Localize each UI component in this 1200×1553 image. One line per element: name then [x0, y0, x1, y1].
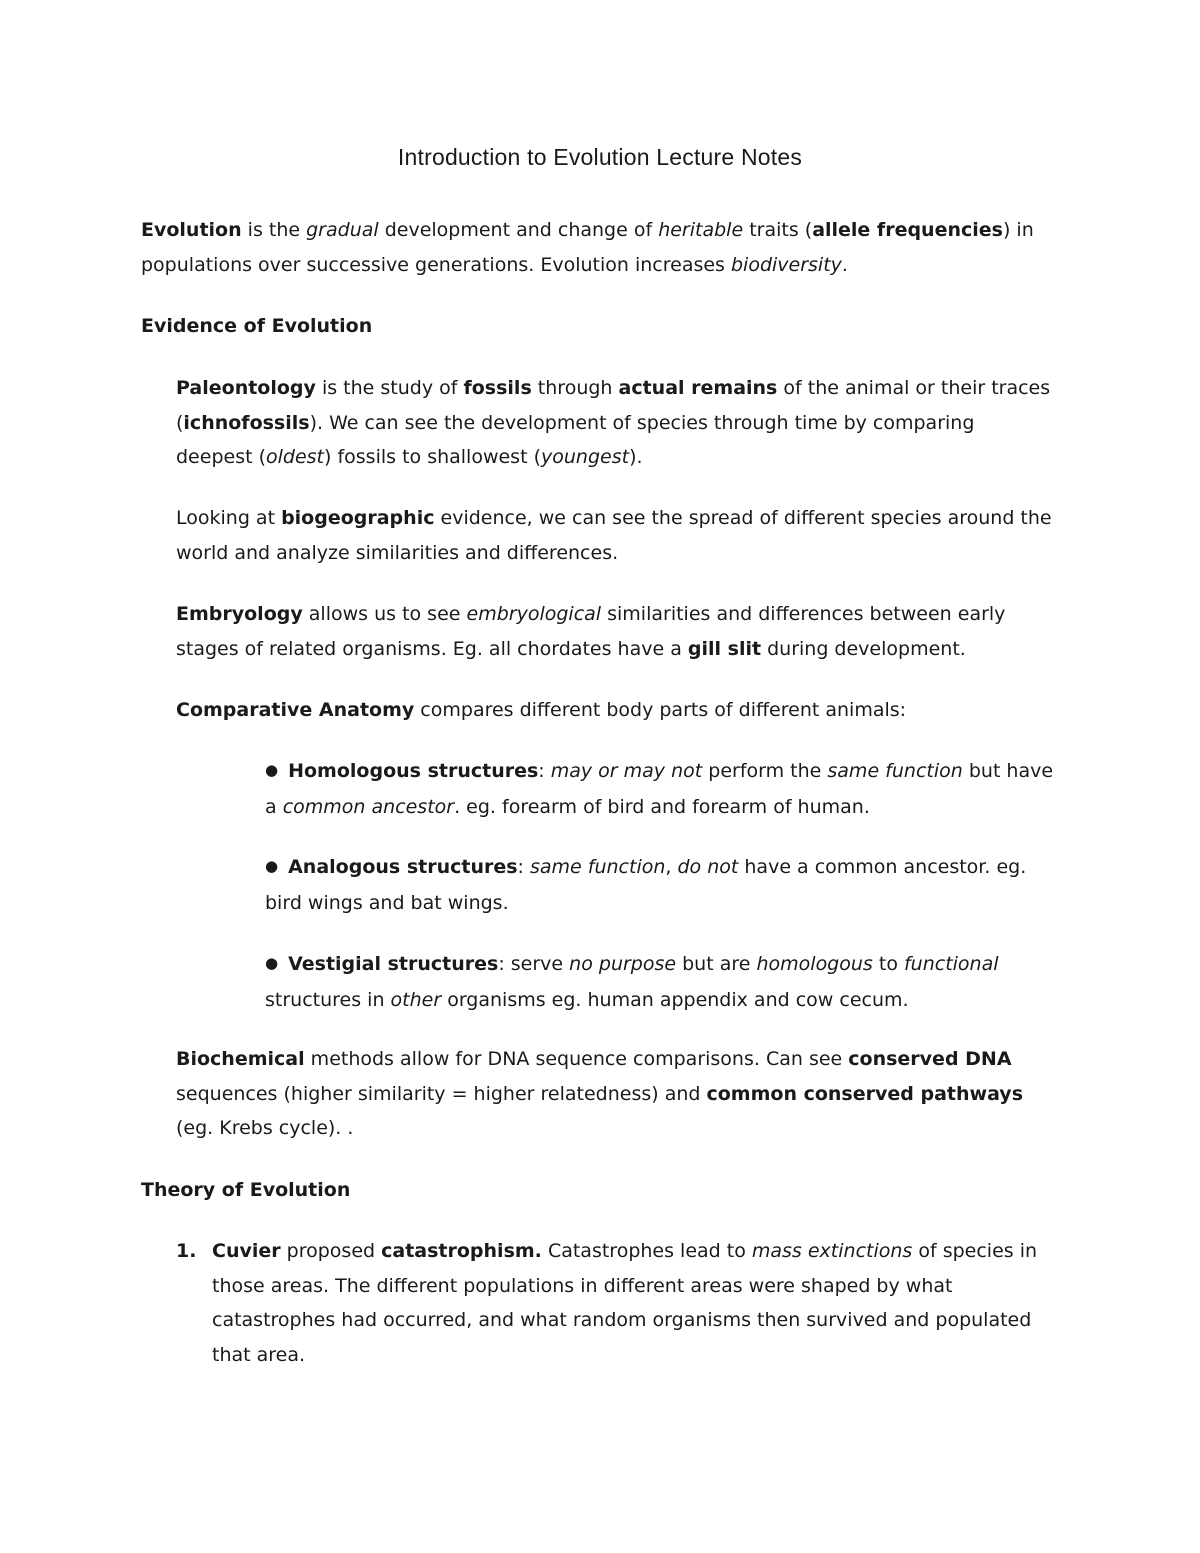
- text-run: embryological: [466, 603, 602, 625]
- text-run: ichnofossils: [183, 411, 310, 434]
- text-run: during development.: [761, 637, 966, 660]
- text-run: development and change of: [378, 219, 659, 241]
- text-run: mass extinctions: [751, 1240, 913, 1262]
- text-run: actual remains: [618, 377, 778, 399]
- bullet-text: [265, 953, 999, 1011]
- text-run: :: [517, 856, 530, 878]
- text-run: Comparative Anatomy: [176, 699, 415, 721]
- text-run: may or may not: [550, 760, 703, 782]
- cuvier-paragraph: [212, 1234, 1072, 1372]
- text-run: ). We can see the development of species through time by comparing deepest (: [176, 411, 975, 468]
- bullet-icon: ●: [265, 857, 279, 875]
- text-run: compares different body parts of different animals:: [414, 699, 907, 721]
- text-run: to: [872, 953, 904, 975]
- text-run: of species in those areas. The different populations in different areas were shaped by what catastrophes had occurred, and what random organisms then survived and populated that area.: [212, 1240, 1038, 1366]
- text-run: Catastrophes lead to: [541, 1240, 752, 1262]
- biochemical-paragraph: [176, 1042, 1066, 1146]
- text-run: ,: [665, 856, 678, 878]
- text-run: ).: [629, 446, 643, 468]
- text-run: but are: [676, 953, 757, 975]
- bullet-analogous: [265, 850, 1060, 920]
- text-run: gill slit: [687, 637, 762, 660]
- text-run: same function: [827, 760, 963, 782]
- text-run: common conserved pathways: [706, 1082, 1023, 1105]
- heading-evidence-of-evolution: Evidence of Evolution: [141, 315, 373, 337]
- page-title: Introduction to Evolution Lecture Notes: [397, 144, 803, 170]
- list-number: 1.: [176, 1240, 197, 1262]
- text-run: sequences (higher similarity = higher relatedness) and: [176, 1082, 707, 1105]
- text-run: fossils: [463, 377, 532, 399]
- text-run: biogeographic: [281, 507, 435, 529]
- text-run: allele frequencies: [812, 219, 1003, 241]
- bullet-homologous: [265, 754, 1055, 824]
- bullet-vestigial: [265, 947, 1055, 1017]
- heading-theory-of-evolution: Theory of Evolution: [141, 1179, 351, 1201]
- text-run: other: [390, 988, 442, 1011]
- text-run: youngest: [541, 446, 630, 468]
- text-run: is the study of: [315, 377, 464, 399]
- text-run: structures in: [265, 988, 391, 1011]
- comparative-anatomy-paragraph: [176, 693, 1056, 728]
- text-run: have a common ancestor. eg. bird wings and bat wings.: [265, 856, 1027, 914]
- text-run: Evolution: [141, 219, 242, 241]
- text-run: conserved DNA: [848, 1048, 1012, 1070]
- text-run: .: [841, 253, 848, 276]
- text-run: homologous: [756, 953, 873, 975]
- paleontology-paragraph: [176, 371, 1056, 475]
- biogeography-paragraph: [176, 501, 1061, 570]
- text-run: traits (: [743, 219, 813, 241]
- text-run: methods allow for DNA sequence comparisons. Can see: [304, 1048, 849, 1070]
- bullet-text: [265, 760, 1053, 818]
- text-run: of the animal or their traces (: [176, 377, 1051, 434]
- text-run: catastrophism.: [381, 1240, 542, 1262]
- text-run: evidence, we can see the spread of different species around the world and analyze similarities and differences.: [176, 507, 1052, 564]
- text-run: heritable: [658, 219, 744, 241]
- text-run: common ancestor: [282, 795, 455, 818]
- embryology-paragraph: [176, 597, 1046, 666]
- text-run: through: [531, 377, 619, 399]
- text-run: Looking at: [176, 507, 282, 529]
- text-run: organisms eg. human appendix and cow cecum.: [441, 988, 909, 1011]
- text-run: functional: [903, 953, 999, 975]
- text-run: proposed: [280, 1240, 382, 1262]
- text-run: similarities and differences between early stages of related organisms. Eg. all chordates have a: [176, 603, 1006, 660]
- text-run: oldest: [266, 446, 325, 468]
- text-run: . eg. forearm of bird and forearm of human.: [454, 795, 870, 818]
- text-run: Analogous structures: [288, 856, 518, 878]
- text-run: Biochemical: [176, 1048, 305, 1070]
- text-run: do not: [677, 856, 739, 878]
- bullet-icon: ●: [265, 761, 279, 779]
- text-run: gradual: [306, 219, 379, 241]
- text-run: Paleontology: [176, 377, 316, 399]
- text-run: same function: [530, 856, 666, 878]
- text-run: ) fossils to shallowest (: [324, 446, 541, 468]
- text-run: Vestigial structures: [288, 953, 499, 975]
- text-run: Cuvier: [212, 1240, 281, 1262]
- text-run: perform the: [702, 760, 828, 782]
- text-run: : serve: [498, 953, 570, 975]
- intro-paragraph: [141, 213, 1061, 282]
- text-run: (eg. Krebs cycle). .: [176, 1117, 354, 1139]
- bullet-text: [265, 856, 1026, 914]
- text-run: ) in populations over successive generations. Evolution increases: [141, 219, 1034, 276]
- text-run: no purpose: [569, 953, 677, 975]
- text-run: biodiversity: [730, 253, 842, 276]
- text-run: allows us to see: [302, 603, 467, 625]
- text-run: is the: [241, 219, 307, 241]
- text-run: but have a: [265, 760, 1054, 818]
- text-run: :: [538, 760, 551, 782]
- bullet-icon: ●: [265, 954, 279, 972]
- text-run: Homologous structures: [288, 760, 539, 782]
- text-run: Embryology: [176, 603, 303, 625]
